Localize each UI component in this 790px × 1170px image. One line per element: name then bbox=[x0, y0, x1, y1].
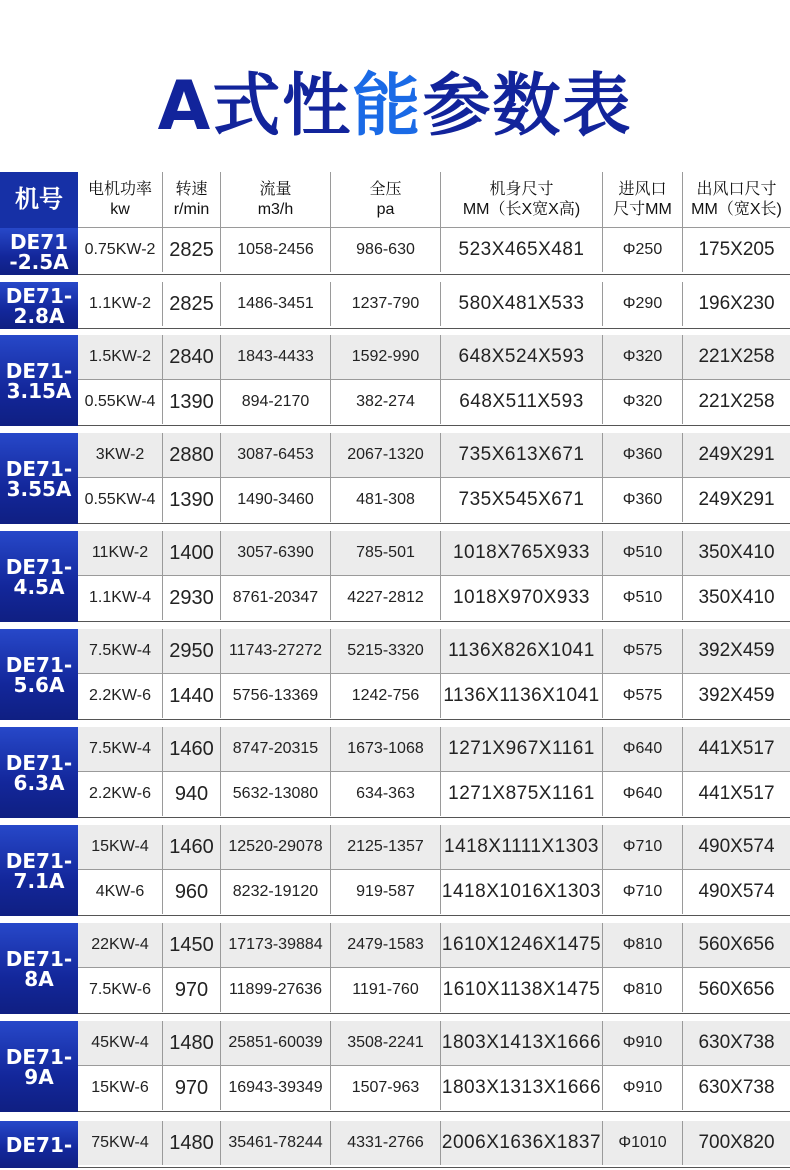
table-row bbox=[78, 531, 790, 575]
table-row bbox=[78, 1021, 790, 1065]
model-name-line: 3.55A bbox=[6, 476, 72, 501]
model-name-cell bbox=[0, 629, 78, 720]
model-name-line: DE71- bbox=[5, 1044, 73, 1069]
cell-flow: 12520-29078 bbox=[220, 825, 330, 869]
cell-outlet: 175X205 bbox=[682, 228, 790, 272]
header-flow-line2: m3/h bbox=[257, 201, 294, 218]
model-name-line: DE71- bbox=[5, 1132, 73, 1157]
cell-pressure: 1237-790 bbox=[330, 282, 440, 326]
cell-flow: 1843-4433 bbox=[220, 335, 330, 379]
cell-body: 580X481X533 bbox=[440, 282, 602, 326]
header-inlet bbox=[602, 172, 682, 228]
cell-power: 3KW-2 bbox=[95, 446, 145, 463]
cell-outlet: 560X656 bbox=[682, 923, 790, 967]
cell-inlet: Φ1010 bbox=[602, 1121, 682, 1165]
model-name-line: 9A bbox=[24, 1064, 54, 1089]
cell-power: 11KW-2 bbox=[91, 544, 149, 561]
group-divider bbox=[78, 1013, 790, 1014]
table-row bbox=[78, 825, 790, 869]
cell-outlet: 350X410 bbox=[682, 531, 790, 575]
group-divider bbox=[78, 621, 790, 622]
table-row bbox=[78, 380, 790, 424]
model-name-line: DE71- bbox=[5, 283, 73, 308]
cell-inlet: Φ810 bbox=[602, 923, 682, 967]
model-name-line: 6.3A bbox=[13, 770, 65, 795]
cell-speed: 2825 bbox=[162, 282, 220, 326]
model-name-line: DE71- bbox=[5, 848, 73, 873]
cell-body: 1271X875X1161 bbox=[440, 772, 602, 816]
model-name-line: DE71 bbox=[9, 229, 69, 254]
header-outlet-line2: MM（宽X长) bbox=[691, 201, 782, 218]
title-part-2: 能 bbox=[352, 67, 423, 146]
model-name-line: DE71- bbox=[5, 750, 73, 775]
cell-body: 735X545X671 bbox=[440, 478, 602, 522]
cell-pressure: 4331-2766 bbox=[330, 1121, 440, 1165]
cell-inlet: Φ575 bbox=[602, 629, 682, 673]
cell-speed: 2950 bbox=[162, 629, 220, 673]
model-name-cell bbox=[0, 1021, 78, 1112]
cell-speed: 1460 bbox=[162, 825, 220, 869]
cell-inlet: Φ710 bbox=[602, 870, 682, 914]
cell-pressure: 1507-963 bbox=[330, 1066, 440, 1110]
model-name-line: 7.1A bbox=[13, 868, 65, 893]
cell-power: 0.75KW-2 bbox=[84, 241, 156, 258]
cell-power: 7.5KW-6 bbox=[89, 981, 151, 998]
cell-body: 1610X1138X1475 bbox=[440, 968, 602, 1012]
header-model bbox=[0, 172, 78, 228]
table-row bbox=[78, 772, 790, 816]
cell-body: 735X613X671 bbox=[440, 433, 602, 477]
table-row bbox=[78, 870, 790, 914]
cell-power: 7.5KW-4 bbox=[89, 642, 151, 659]
cell-pressure: 4227-2812 bbox=[330, 576, 440, 620]
cell-outlet: 490X574 bbox=[682, 825, 790, 869]
cell-pressure: 919-587 bbox=[330, 870, 440, 914]
cell-power: 15KW-4 bbox=[91, 838, 149, 855]
title-part-3: 参数表 bbox=[422, 67, 633, 146]
model-group bbox=[0, 228, 790, 277]
cell-flow: 16943-39349 bbox=[220, 1066, 330, 1110]
model-name-line: DE71- bbox=[5, 358, 73, 383]
cell-power: 7.5KW-4 bbox=[89, 740, 151, 757]
group-divider bbox=[78, 1167, 790, 1168]
cell-body: 1610X1246X1475 bbox=[440, 923, 602, 967]
cell-speed: 2825 bbox=[162, 228, 220, 272]
model-name-cell bbox=[0, 228, 78, 275]
cell-speed: 2840 bbox=[162, 335, 220, 379]
table-row bbox=[78, 1121, 790, 1165]
cell-flow: 1490-3460 bbox=[220, 478, 330, 522]
cell-speed: 1440 bbox=[162, 674, 220, 718]
cell-pressure: 2479-1583 bbox=[330, 923, 440, 967]
header-pressure-line2: pa bbox=[376, 201, 395, 218]
model-group bbox=[0, 335, 790, 428]
table-row bbox=[78, 629, 790, 673]
cell-body: 1803X1413X1666 bbox=[440, 1021, 602, 1065]
cell-power: 0.55KW-4 bbox=[84, 491, 156, 508]
cell-power: 1.1KW-2 bbox=[89, 295, 151, 312]
header-speed bbox=[162, 172, 220, 228]
model-name-cell bbox=[0, 282, 78, 329]
cell-body: 1803X1313X1666 bbox=[440, 1066, 602, 1110]
cell-flow: 3057-6390 bbox=[220, 531, 330, 575]
model-name-line: DE71- bbox=[5, 946, 73, 971]
cell-speed: 960 bbox=[162, 870, 220, 914]
table-row bbox=[78, 478, 790, 522]
cell-inlet: Φ320 bbox=[602, 380, 682, 424]
cell-body: 1136X826X1041 bbox=[440, 629, 602, 673]
cell-pressure: 1673-1068 bbox=[330, 727, 440, 771]
model-group bbox=[0, 282, 790, 331]
cell-power: 4KW-6 bbox=[95, 883, 145, 900]
cell-inlet: Φ575 bbox=[602, 674, 682, 718]
cell-speed: 1450 bbox=[162, 923, 220, 967]
cell-flow: 8761-20347 bbox=[220, 576, 330, 620]
model-name-line: 3.15A bbox=[6, 378, 72, 403]
cell-pressure: 481-308 bbox=[330, 478, 440, 522]
cell-power: 75KW-4 bbox=[91, 1134, 149, 1151]
group-divider bbox=[78, 1111, 790, 1112]
cell-outlet: 392X459 bbox=[682, 629, 790, 673]
table-row bbox=[78, 968, 790, 1012]
model-group bbox=[0, 1021, 790, 1114]
cell-speed: 1390 bbox=[162, 380, 220, 424]
cell-body: 2006X1636X1837 bbox=[440, 1121, 602, 1165]
cell-body: 1418X1111X1303 bbox=[440, 825, 602, 869]
cell-body: 648X511X593 bbox=[440, 380, 602, 424]
cell-speed: 2880 bbox=[162, 433, 220, 477]
group-divider bbox=[78, 328, 790, 329]
cell-power: 22KW-4 bbox=[91, 936, 149, 953]
cell-outlet: 350X410 bbox=[682, 576, 790, 620]
header-model-label: 机号 bbox=[15, 186, 63, 213]
model-group bbox=[0, 433, 790, 526]
cell-body: 1136X1136X1041 bbox=[440, 674, 602, 718]
model-group bbox=[0, 1121, 790, 1170]
cell-pressure: 2067-1320 bbox=[330, 433, 440, 477]
cell-flow: 11743-27272 bbox=[220, 629, 330, 673]
cell-outlet: 249X291 bbox=[682, 478, 790, 522]
header-pressure-line1: 全压 bbox=[369, 181, 402, 198]
cell-body: 523X465X481 bbox=[440, 228, 602, 272]
cell-body: 648X524X593 bbox=[440, 335, 602, 379]
cell-speed: 1460 bbox=[162, 727, 220, 771]
cell-inlet: Φ510 bbox=[602, 531, 682, 575]
model-name-cell bbox=[0, 531, 78, 622]
cell-flow: 11899-27636 bbox=[220, 968, 330, 1012]
cell-flow: 8747-20315 bbox=[220, 727, 330, 771]
cell-inlet: Φ640 bbox=[602, 772, 682, 816]
header-flow-line1: 流量 bbox=[259, 181, 292, 198]
page-title bbox=[0, 62, 790, 152]
cell-outlet: 249X291 bbox=[682, 433, 790, 477]
header-power-line2: kw bbox=[110, 201, 130, 218]
cell-outlet: 630X738 bbox=[682, 1066, 790, 1110]
cell-outlet: 630X738 bbox=[682, 1021, 790, 1065]
cell-pressure: 634-363 bbox=[330, 772, 440, 816]
cell-flow: 17173-39884 bbox=[220, 923, 330, 967]
cell-flow: 35461-78244 bbox=[220, 1121, 330, 1165]
model-name-line: DE71- bbox=[5, 554, 73, 579]
model-name-cell bbox=[0, 335, 78, 426]
table-row bbox=[78, 674, 790, 718]
cell-power: 15KW-6 bbox=[91, 1079, 149, 1096]
header-body-line2: MM（长X宽X高) bbox=[462, 201, 581, 218]
group-divider bbox=[78, 817, 790, 818]
cell-speed: 1480 bbox=[162, 1121, 220, 1165]
cell-inlet: Φ810 bbox=[602, 968, 682, 1012]
model-name-line: -2.5A bbox=[9, 249, 69, 274]
cell-pressure: 1242-756 bbox=[330, 674, 440, 718]
group-divider bbox=[78, 915, 790, 916]
header-pressure bbox=[330, 172, 440, 228]
cell-power: 1.1KW-4 bbox=[89, 589, 151, 606]
model-name-cell bbox=[0, 923, 78, 1014]
cell-body: 1418X1016X1303 bbox=[440, 870, 602, 914]
cell-inlet: Φ360 bbox=[602, 478, 682, 522]
table-row bbox=[78, 228, 790, 272]
cell-outlet: 441X517 bbox=[682, 772, 790, 816]
cell-pressure: 986-630 bbox=[330, 228, 440, 272]
cell-flow: 1486-3451 bbox=[220, 282, 330, 326]
header-flow bbox=[220, 172, 330, 228]
cell-inlet: Φ360 bbox=[602, 433, 682, 477]
cell-body: 1271X967X1161 bbox=[440, 727, 602, 771]
table-row bbox=[78, 1066, 790, 1110]
model-name-line: DE71- bbox=[5, 456, 73, 481]
cell-outlet: 221X258 bbox=[682, 380, 790, 424]
cell-flow: 5632-13080 bbox=[220, 772, 330, 816]
table-header bbox=[0, 172, 790, 228]
cell-speed: 970 bbox=[162, 968, 220, 1012]
cell-pressure: 2125-1357 bbox=[330, 825, 440, 869]
header-body-size bbox=[440, 172, 602, 228]
cell-pressure: 1592-990 bbox=[330, 335, 440, 379]
cell-power: 2.2KW-6 bbox=[89, 785, 151, 802]
cell-power: 2.2KW-6 bbox=[89, 687, 151, 704]
cell-inlet: Φ910 bbox=[602, 1066, 682, 1110]
model-name-line: DE71- bbox=[5, 652, 73, 677]
cell-speed: 1400 bbox=[162, 531, 220, 575]
model-group bbox=[0, 825, 790, 918]
model-group bbox=[0, 727, 790, 820]
cell-outlet: 700X820 bbox=[682, 1121, 790, 1165]
model-group bbox=[0, 531, 790, 624]
cell-outlet: 392X459 bbox=[682, 674, 790, 718]
cell-speed: 970 bbox=[162, 1066, 220, 1110]
group-divider bbox=[78, 274, 790, 275]
header-body-line1: 机身尺寸 bbox=[489, 181, 554, 198]
header-outlet bbox=[682, 172, 790, 228]
table-row bbox=[78, 282, 790, 326]
table-row bbox=[78, 576, 790, 620]
cell-outlet: 490X574 bbox=[682, 870, 790, 914]
cell-outlet: 560X656 bbox=[682, 968, 790, 1012]
cell-body: 1018X970X933 bbox=[440, 576, 602, 620]
cell-flow: 894-2170 bbox=[220, 380, 330, 424]
cell-inlet: Φ640 bbox=[602, 727, 682, 771]
cell-power: 1.5KW-2 bbox=[89, 348, 151, 365]
cell-inlet: Φ320 bbox=[602, 335, 682, 379]
cell-body: 1018X765X933 bbox=[440, 531, 602, 575]
cell-power: 45KW-4 bbox=[91, 1034, 149, 1051]
cell-inlet: Φ710 bbox=[602, 825, 682, 869]
header-inlet-line1: 进风口 bbox=[618, 181, 667, 198]
cell-flow: 3087-6453 bbox=[220, 433, 330, 477]
cell-flow: 1058-2456 bbox=[220, 228, 330, 272]
cell-pressure: 382-274 bbox=[330, 380, 440, 424]
cell-outlet: 221X258 bbox=[682, 335, 790, 379]
header-outlet-line1: 出风口尺寸 bbox=[696, 181, 777, 198]
table-row bbox=[78, 433, 790, 477]
cell-inlet: Φ290 bbox=[602, 282, 682, 326]
group-divider bbox=[78, 719, 790, 720]
cell-pressure: 3508-2241 bbox=[330, 1021, 440, 1065]
cell-power: 0.55KW-4 bbox=[84, 393, 156, 410]
cell-inlet: Φ510 bbox=[602, 576, 682, 620]
cell-speed: 940 bbox=[162, 772, 220, 816]
model-name-line: 5.6A bbox=[13, 672, 65, 697]
model-group bbox=[0, 923, 790, 1016]
model-name-cell bbox=[0, 825, 78, 916]
group-divider bbox=[78, 523, 790, 524]
table-row bbox=[78, 727, 790, 771]
group-divider bbox=[78, 425, 790, 426]
cell-inlet: Φ250 bbox=[602, 228, 682, 272]
model-name-cell bbox=[0, 433, 78, 524]
cell-pressure: 5215-3320 bbox=[330, 629, 440, 673]
cell-outlet: 196X230 bbox=[682, 282, 790, 326]
table-row bbox=[78, 335, 790, 379]
cell-flow: 25851-60039 bbox=[220, 1021, 330, 1065]
header-power bbox=[78, 172, 162, 228]
header-speed-line1: 转速 bbox=[175, 181, 208, 198]
model-group bbox=[0, 629, 790, 722]
cell-speed: 1390 bbox=[162, 478, 220, 522]
model-name-line: 4.5A bbox=[13, 574, 65, 599]
cell-flow: 5756-13369 bbox=[220, 674, 330, 718]
header-power-line1: 电机功率 bbox=[87, 181, 152, 198]
model-name-line: 2.8A bbox=[13, 303, 65, 328]
header-speed-line2: r/min bbox=[173, 201, 210, 218]
table-row bbox=[78, 923, 790, 967]
cell-inlet: Φ910 bbox=[602, 1021, 682, 1065]
cell-pressure: 785-501 bbox=[330, 531, 440, 575]
cell-outlet: 441X517 bbox=[682, 727, 790, 771]
header-inlet-line2: 尺寸MM bbox=[613, 201, 672, 218]
model-name-line: 8A bbox=[24, 966, 54, 991]
cell-speed: 2930 bbox=[162, 576, 220, 620]
cell-flow: 8232-19120 bbox=[220, 870, 330, 914]
cell-speed: 1480 bbox=[162, 1021, 220, 1065]
title-part-1: A式性 bbox=[157, 67, 353, 146]
cell-pressure: 1191-760 bbox=[330, 968, 440, 1012]
model-name-cell bbox=[0, 727, 78, 818]
